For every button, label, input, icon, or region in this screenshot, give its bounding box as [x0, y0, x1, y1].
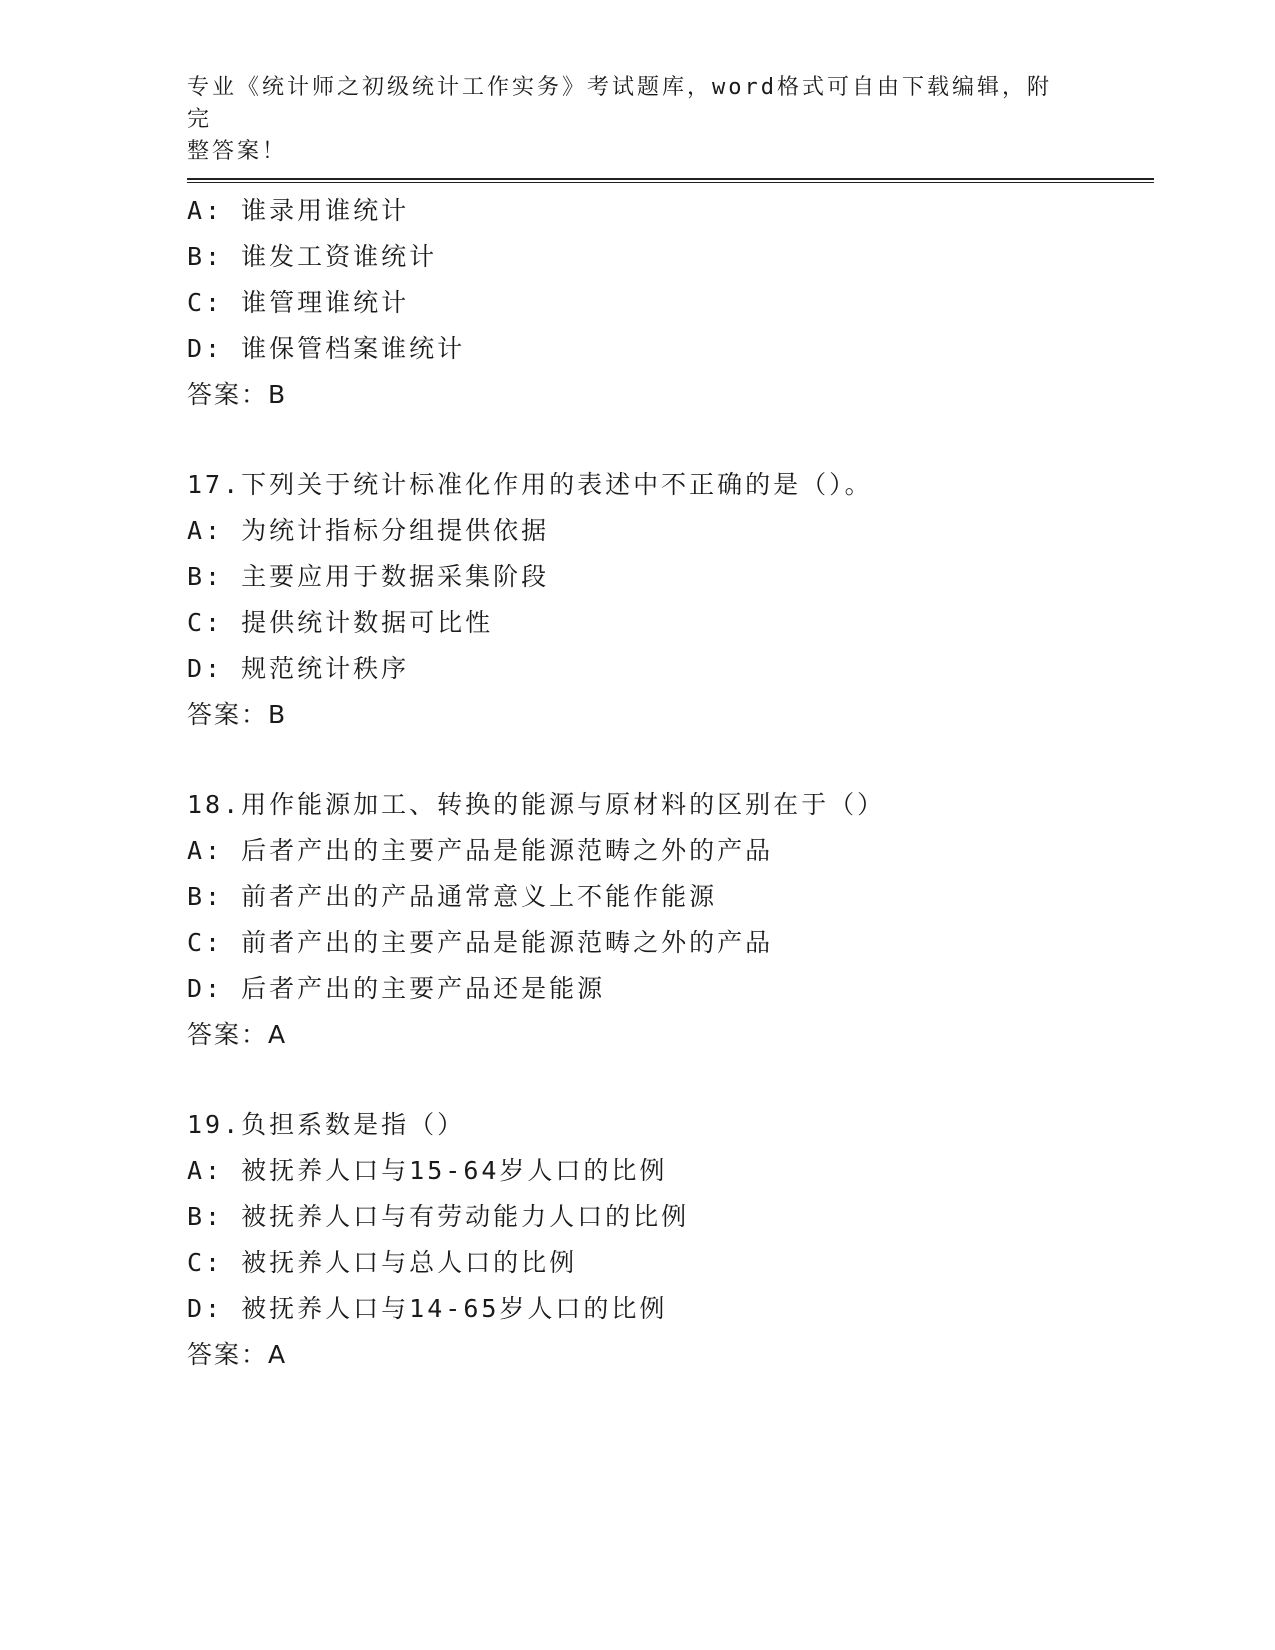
option-b: B: 前者产出的产品通常意义上不能作能源	[187, 882, 718, 911]
option-a: A: 被抚养人口与15-64岁人口的比例	[187, 1156, 668, 1185]
header-line-2: 整答案！	[187, 139, 288, 164]
answer-line: 答案：A	[187, 1340, 288, 1369]
option-d: D: 规范统计秩序	[187, 654, 410, 683]
question-16-continued	[187, 188, 1147, 418]
answer-line: 答案：B	[187, 700, 288, 729]
question-19	[187, 1102, 1147, 1378]
option-a: A: 谁录用谁统计	[187, 196, 410, 225]
option-d: D: 谁保管档案谁统计	[187, 334, 466, 363]
header-line-1: 专业《统计师之初级统计工作实务》考试题库，word格式可自由下载编辑，附完	[187, 75, 1052, 132]
question-18	[187, 782, 1147, 1058]
question-stem: 17.下列关于统计标准化作用的表述中不正确的是（）。	[187, 470, 873, 499]
question-17	[187, 462, 1147, 738]
option-d: D: 后者产出的主要产品还是能源	[187, 974, 606, 1003]
answer-line: 答案：A	[187, 1020, 288, 1049]
option-a: A: 后者产出的主要产品是能源范畴之外的产品	[187, 836, 774, 865]
option-a: A: 为统计指标分组提供依据	[187, 516, 550, 545]
option-b: B: 被抚养人口与有劳动能力人口的比例	[187, 1202, 690, 1231]
option-c: C: 前者产出的主要产品是能源范畴之外的产品	[187, 928, 774, 957]
option-c: C: 提供统计数据可比性	[187, 608, 494, 637]
question-list	[187, 188, 1147, 1378]
option-c: C: 被抚养人口与总人口的比例	[187, 1248, 578, 1277]
header-divider-thick	[187, 178, 1154, 180]
option-d: D: 被抚养人口与14-65岁人口的比例	[187, 1294, 668, 1323]
header-divider-thin	[187, 182, 1154, 183]
option-b: B: 谁发工资谁统计	[187, 242, 438, 271]
question-stem: 18.用作能源加工、转换的能源与原材料的区别在于（）	[187, 790, 886, 819]
question-stem: 19.负担系数是指（）	[187, 1110, 466, 1139]
option-b: B: 主要应用于数据采集阶段	[187, 562, 550, 591]
answer-line: 答案：B	[187, 380, 288, 409]
document-header	[187, 72, 1067, 168]
option-c: C: 谁管理谁统计	[187, 288, 410, 317]
